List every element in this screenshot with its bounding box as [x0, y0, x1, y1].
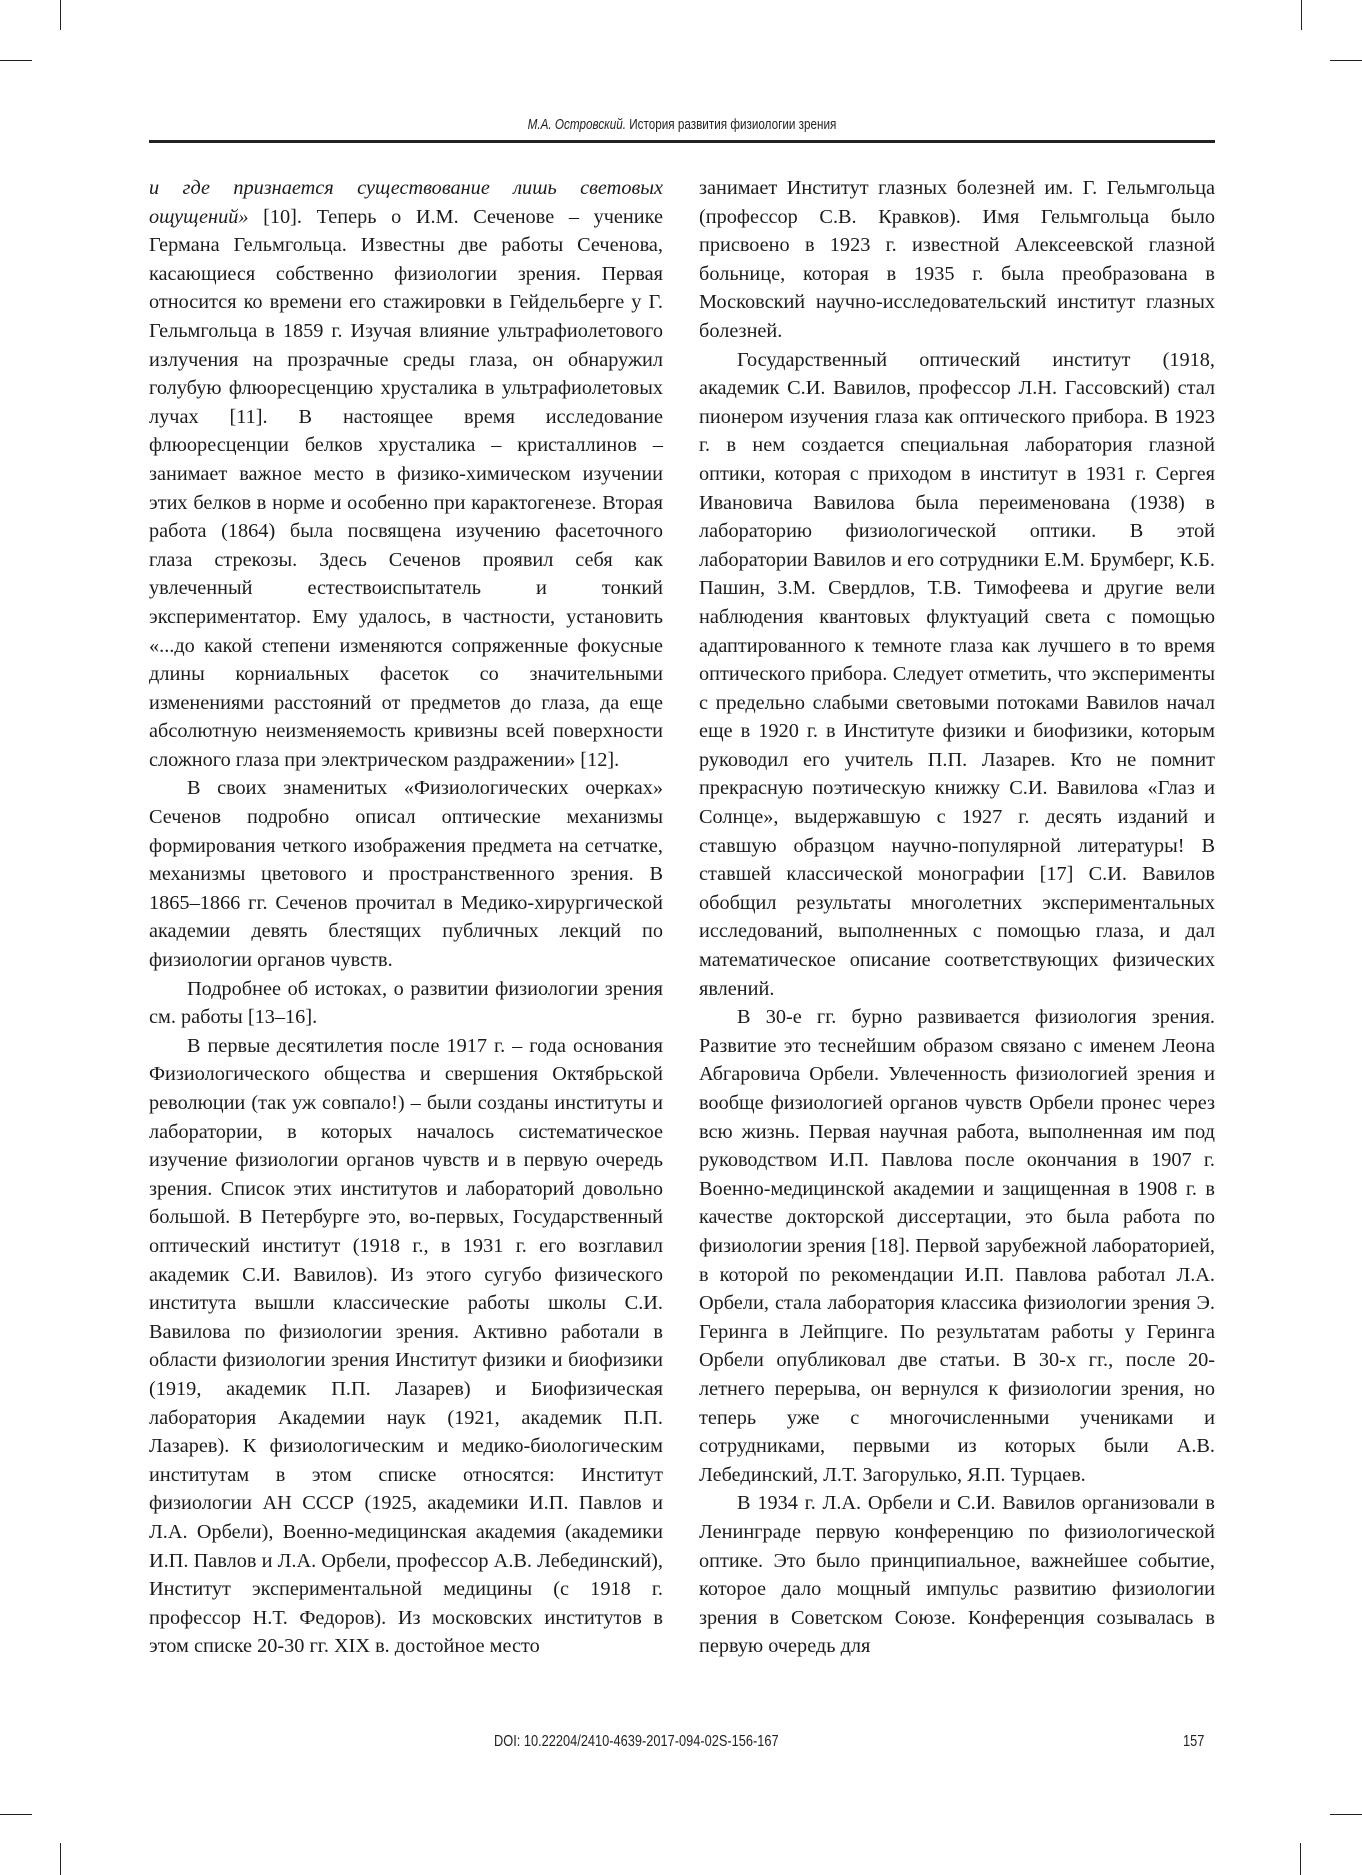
- crop-mark-top-right-horizontal: [1330, 60, 1362, 61]
- right-column: [699, 174, 1215, 1661]
- left-column: [149, 174, 663, 1661]
- crop-mark-bottom-right-horizontal: [1330, 1814, 1362, 1815]
- paragraph: Подробнее об истоках, о развитии физиологии зрения см. работы [13–16].: [149, 977, 663, 1029]
- crop-mark-bottom-left-vertical: [60, 1843, 61, 1875]
- page-number: 157: [1183, 1733, 1205, 1750]
- crop-mark-top-right-vertical: [1301, 0, 1302, 30]
- paragraph: В 1934 г. Л.А. Орбели и С.И. Вавилов организовали в Ленинграде первую конференцию по физиологической оптике. Это было принципиальное, важнейшее событие, которое дало мощный импульс развитию физиологии зрения в Советском Союзе. Конференция созывалась в первую очередь для: [699, 1492, 1215, 1658]
- paragraph-continued: [149, 174, 663, 774]
- running-head-author: М.А. Островский.: [527, 116, 626, 133]
- paragraph: Государственный оптический институт (1918, академик С.И. Вавилов, профессор Л.Н. Гассовский) стал пионером изучения глаза как оптического прибора. В 1923 г. в нем создается специальная лаборатория глазной оптики, которая с приходом в институт в 1931 г. Сергея Ивановича Вавилова была переименована (1938) в лабораторию физиологической оптики. В этой лаборатории Вавилов и его сотрудники Е.М. Брумберг, К.Б. Пашин, З.М. Свердлов, Т.В. Тимофеева и другие вели наблюдения квантовых флуктуаций света с помощью адаптированного к темноте глаза как лучшего в то время оптического прибора. Следует отметить, что эксперименты с предельно слабыми световыми потоками Вавилов начал еще в 1920 г. в Институте физики и биофизики, которым руководил его учитель П.П. Лазарев. Кто не помнит прекрасную поэтическую книжку С.И. Вавилова «Глаз и Солнце», выдержавшую с 1927 г. десять изданий и ставшую образцом научно-популярной литературы! В ставшей классической монографии [17] С.И. Вавилов обобщил результаты многолетних экспериментальных исследований, выполненных с помощью глаза, и дал математическое описание соответствующих физических явлений.: [699, 348, 1215, 1000]
- italic-quote: и где признается существование лишь световых ощущений»: [149, 177, 663, 228]
- crop-mark-bottom-left-horizontal: [0, 1814, 32, 1815]
- paragraph: В своих знаменитых «Физиологических очерках» Сеченов подробно описал оптические механизмы формирования четкого изображения предмета на сетчатке, механизмы цветового и пространственного зрения. В 1865–1866 гг. Сеченов прочитал в Медико-хирургической академии девять блестящих публичных лекций по физиологии органов чувств.: [149, 777, 663, 972]
- crop-mark-top-left-vertical: [60, 0, 61, 30]
- paragraph: В первые десятилетия после 1917 г. – года основания Физиологического общества и свершения Октябрьской революции (так уж совпало!) – были созданы институты и лаборатории, в которых началось систематическое изучение физиологии органов чувств и в первую очередь зрения. Список этих институтов и лабораторий довольно большой. В Петербурге это, во-первых, Государственный оптический институт (1918 г., в 1931 г. его возглавил академик С.И. Вавилов). Из этого сугубо физического института вышли классические работы школы С.И. Вавилова по физиологии зрения. Активно работали в области физиологии зрения Институт физики и биофизики (1919, академик П.П. Лазарев) и Биофизическая лаборатория Академии наук (1921, академик П.П. Лазарев). К физиологическим и медико-биологическим институтам в этом списке относятся: Институт физиологии АН СССР (1925, академики И.П. Павлов и Л.А. Орбели), Военно-медицинская академия (академики И.П. Павлов и Л.А. Орбели, профессор А.В. Лебединский), Институт экспериментальной медицины (с 1918 г. профессор Н.Т. Федоров). Из московских институтов в этом списке 20-30 гг. XIX в. достойное место: [149, 1034, 663, 1658]
- crop-mark-top-left-horizontal: [0, 60, 32, 61]
- paragraph-continued: занимает Институт глазных болезней им. Г. Гельмгольца (профессор С.В. Кравков). Имя Гельмгольца было присвоено в 1923 г. известной Алексеевской глазной больнице, которая в 1935 г. была преобразована в Московский научно-исследовательский институт глазных болезней.: [699, 177, 1215, 342]
- running-head-title: История развития физиологии зрения: [629, 116, 837, 133]
- running-head: [266, 116, 1097, 138]
- paragraph-text: [10]. Теперь о И.М. Сеченове – ученике Германа Гельмгольца. Известны две работы Сеченова, касающиеся собственно физиологии зрения. Первая относится ко времени его стажировки в Гейдельберге у Г. Гельмгольца в 1859 г. Изучая влияние ультрафиолетового излучения на прозрачные среды глаза, он обнаружил голубую флюоресценцию хрусталика в ультрафиолетовых лучах [11]. В настоящее время исследование флюоресценции белков хрусталика – кристаллинов – занимает важное место в физико-химическом изучении этих белков в норме и особенно при карактогенезе. Вторая работа (1864) была посвящена изучению фасеточного глаза стрекозы. Здесь Сеченов проявил себя как увлеченный естествоиспытатель и тонкий экспериментатор. Ему удалось, в частности, установить «...до какой степени изменяются сопряженные фокусные длины корниальных фасеток со значительными изменениями расстояний от предметов до глаза, да еще абсолютную неизменяемость кривизны всей поверхности сложного глаза при электрическом раздражении» [12].: [149, 205, 663, 771]
- paragraph: В 30-е гг. бурно развивается физиология зрения. Развитие это теснейшим образом связано с именем Леона Абгаровича Орбели. Увлеченность физиологией зрения и вообще физиологией органов чувств Орбели пронес через всю жизнь. Первая научная работа, выполненная им под руководством И.П. Павлова после окончания в 1907 г. Военно-медицинской академии и защищенная в 1908 г. в качестве докторской диссертации, это была работа по физиологии зрения [18]. Первой зарубежной лабораторией, в которой по рекомендации И.П. Павлова работал Л.А. Орбели, стала лаборатория классика физиологии зрения Э. Геринга в Лейпциге. По результатам работы у Геринга Орбели опубликовал две статьи. В 30-х гг., после 20-летнего перерыва, он вернулся к физиологии зрения, но теперь уже с многочисленными учениками и сотрудниками, первыми из которых были А.В. Лебединский, Л.Т. Загорулько, Я.П. Турцаев.: [699, 1006, 1215, 1486]
- header-rule: [149, 140, 1215, 143]
- crop-mark-bottom-right-vertical: [1300, 1843, 1301, 1875]
- footer-doi: DOI: 10.22204/2410-4639-2017-094-02S-156-167: [494, 1733, 779, 1750]
